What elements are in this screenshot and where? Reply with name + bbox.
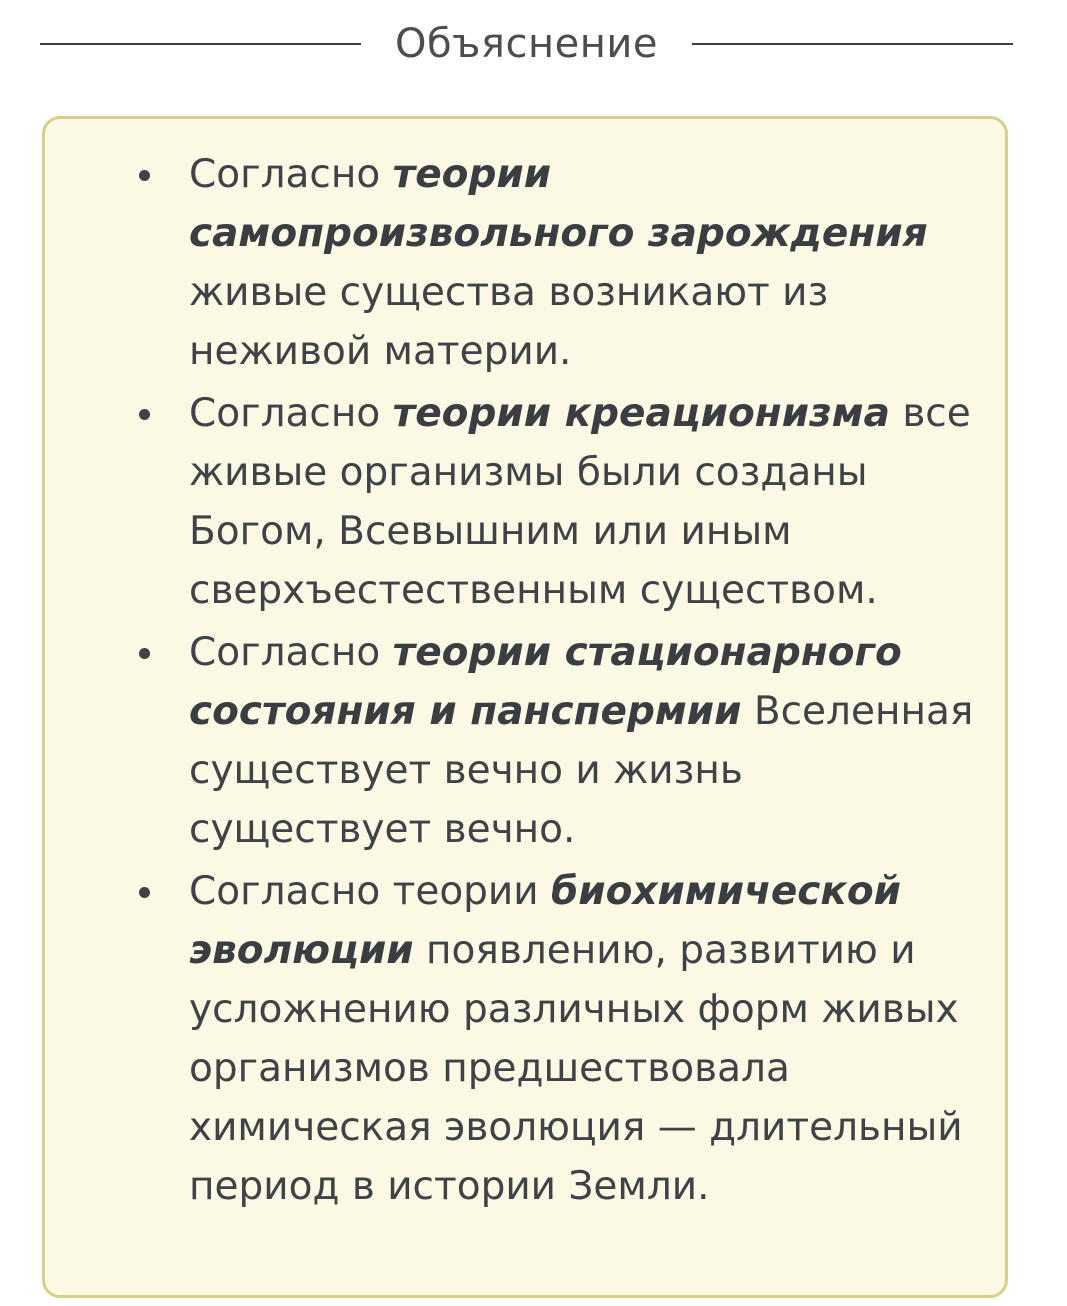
item-text: Согласно	[189, 630, 393, 675]
bullet-icon	[139, 409, 150, 420]
theory-name: теории креационизма	[392, 391, 890, 436]
bullet-icon	[139, 648, 150, 659]
divider-line-left	[40, 43, 361, 45]
divider-line-right	[692, 43, 1013, 45]
item-text: Согласно	[189, 152, 393, 197]
item-text: Согласно	[189, 391, 393, 436]
item-text: все живые организмы были созданы Богом, Всевышним или иным сверхъестественным существом.	[189, 391, 971, 613]
section-title: Объяснение	[395, 21, 658, 67]
list-item	[45, 862, 989, 1216]
theory-name: теории самопроизвольного зарождения	[189, 152, 928, 256]
explanation-list	[45, 145, 989, 1219]
item-text: Вселенная существует вечно и жизнь существует вечно.	[189, 689, 974, 852]
item-text: Согласно теории	[189, 869, 552, 914]
list-item	[45, 623, 989, 859]
explanation-card	[42, 116, 1008, 1298]
list-item	[45, 384, 989, 620]
bullet-icon	[139, 170, 150, 181]
theory-name: теории стационарного состояния и панспермии	[189, 630, 902, 734]
list-item	[45, 145, 989, 381]
section-divider	[40, 14, 1013, 74]
item-text: появлению, развитию и усложнению различных форм живых организмов предшествовала химическая эволюция — длительный период в истории Земли.	[189, 928, 963, 1209]
item-text: живые существа возникают из неживой материи.	[189, 270, 829, 374]
theory-name: биохимической эволюции	[189, 869, 902, 973]
bullet-icon	[139, 887, 150, 898]
